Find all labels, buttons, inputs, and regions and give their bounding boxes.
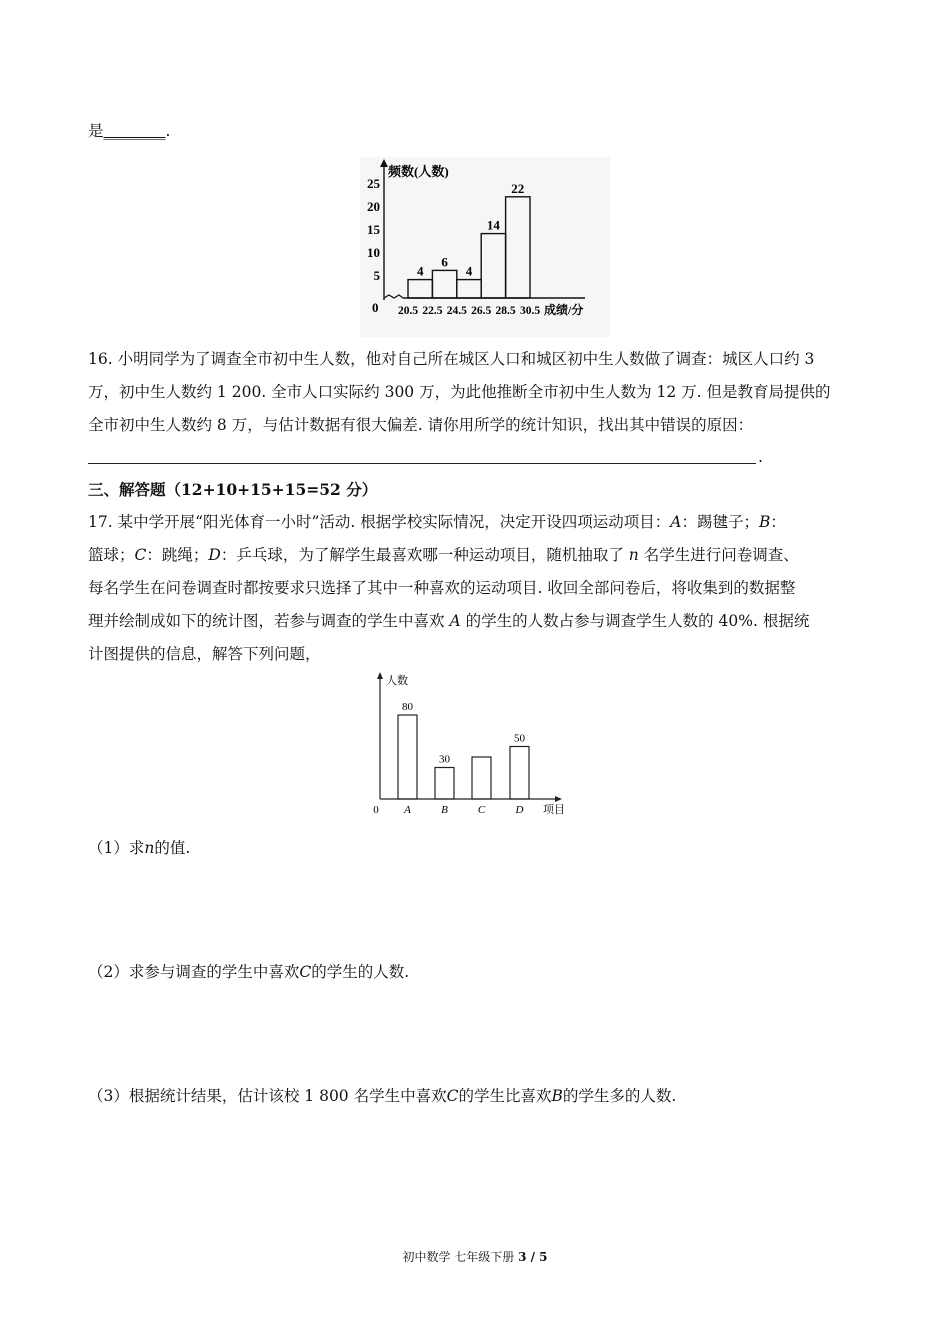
x-tick-label: 22.5 (422, 305, 443, 317)
origin-label: 0 (373, 804, 379, 816)
x-category-label: C (477, 804, 486, 816)
q16-answer-line (88, 463, 756, 464)
x-category-label: B (441, 804, 448, 816)
x-tick-label: 30.5 (519, 305, 541, 317)
y-tick-label: 5 (373, 268, 380, 283)
bar-chart (360, 668, 580, 818)
x-category-label: A (404, 804, 411, 816)
sub-question-1: （1）求n的值. (88, 839, 191, 857)
bar-value-label: 4 (465, 263, 473, 279)
bar (398, 715, 417, 799)
bar-value-label: 22 (511, 180, 525, 196)
x-tick-label: 28.5 (495, 305, 516, 317)
y-axis-label: 人数 (386, 675, 408, 687)
q17-line-2: 篮球；C：跳绳；D：乒乓球，为了解学生最喜欢哪一种运动项目，随机抽取了 n 名学生进行问卷调查、 (88, 546, 799, 564)
bar-value-label: 6 (441, 254, 448, 270)
q16-line-2: 万，初中生人数约 1 200. 全市人口实际约 300 万，为此他推断全市初中生人数为 12 万. 但是教育局提供的 (88, 383, 831, 401)
q17-line-5: 计图提供的信息，解答下列问题， (88, 645, 321, 663)
bar-value-label: 50 (514, 732, 525, 745)
x-tick-label: 20.5 (397, 305, 419, 317)
bar (435, 768, 454, 800)
bar-value-label: 14 (486, 217, 500, 233)
x-category-label: D (515, 804, 524, 816)
y-tick-label: 20 (367, 199, 380, 214)
sub-question-2: （2）求参与调查的学生中喜欢C的学生的人数. (88, 963, 410, 981)
q15-answer-blank: ________ (103, 122, 166, 140)
page-number: 3 / 5 (518, 1250, 548, 1264)
q16-answer-end: . (758, 448, 763, 466)
y-axis-label: 频数(人数) (388, 164, 449, 179)
q16-line-3: 全市初中生人数约 8 万，与估计数据有很大偏差. 请你用所学的统计知识，找出其中错误的原因： (88, 416, 754, 434)
x-tick-label: 26.5 (471, 305, 492, 317)
q16-line-1: 16. 小明同学为了调查全市初中生人数，他对自己所在城区人口和城区初中生人数做了调查：城区人口约 3 (88, 350, 815, 368)
y-tick-label: 15 (367, 222, 380, 237)
q17-line-4: 理并绘制成如下的统计图，若参与调查的学生中喜欢 A 的学生的人数占参与调查学生人数的 40%. 根据统 (88, 612, 810, 630)
y-tick-label: 10 (367, 245, 380, 260)
bar (472, 757, 491, 799)
y-axis-arrow (377, 672, 383, 679)
x-tick-label: 24.5 (446, 305, 467, 317)
bar-value-label: 80 (402, 701, 413, 713)
sub-question-3: （3）根据统计结果，估计该校 1 800 名学生中喜欢C的学生比喜欢B的学生多的人数. (88, 1087, 677, 1105)
x-axis-label: 项目 (543, 804, 565, 816)
y-tick-label: 0 (372, 300, 379, 315)
histogram-chart (360, 157, 610, 337)
section-3-title: 三、解答题（12+10+15+15=52 分） (88, 480, 378, 499)
x-axis-label: 成绩/分 (544, 303, 584, 317)
q15-tail: 是________. (88, 122, 171, 140)
bar-value-label: 30 (439, 753, 450, 766)
x-axis-arrow (555, 796, 562, 802)
y-tick-label: 25 (367, 176, 380, 191)
bar-value-label: 4 (416, 263, 424, 279)
q17-line-1: 17. 某中学开展“阳光体育一小时”活动. 根据学校实际情况，决定开设四项运动项目：A：踢毽子；B： (88, 513, 786, 531)
q17-line-3: 每名学生在问卷调查时都按要求只选择了其中一种喜欢的运动项目. 收回全部问卷后，将收集到的数据整 (88, 579, 796, 597)
page-footer: 初中数学 七年级下册 3 / 5 (402, 1250, 548, 1264)
bar (510, 747, 529, 800)
